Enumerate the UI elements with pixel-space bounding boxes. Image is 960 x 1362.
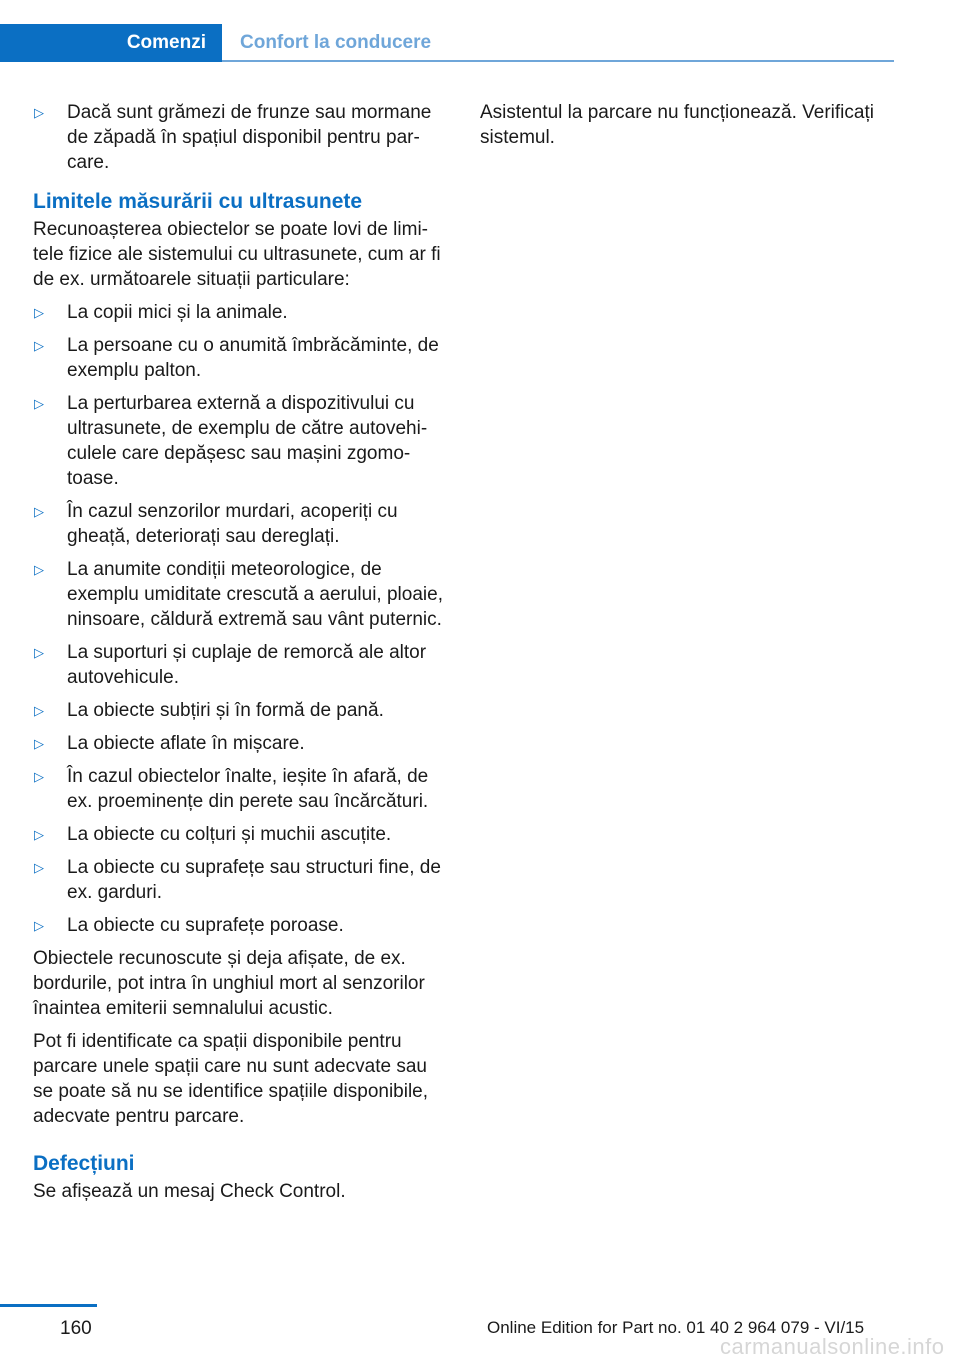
list-item-text: La obiecte subțiri și în formă de pană. xyxy=(67,700,384,721)
header-tab-confort-label: Confort la conducere xyxy=(240,32,432,53)
triangle-bullet-icon: ▷ xyxy=(34,918,44,933)
list-item-text: La obiecte cu suprafețe poroase. xyxy=(67,915,344,936)
list-item-text: La copii mici și la animale. xyxy=(67,302,288,323)
list-item xyxy=(33,499,451,549)
page-number: 160 xyxy=(60,1318,92,1339)
list-item xyxy=(33,855,451,905)
triangle-bullet-icon: ▷ xyxy=(34,827,44,842)
list-item xyxy=(33,764,451,814)
footer-accent-line xyxy=(0,1304,97,1307)
list-item-text: La obiecte cu suprafețe sau structuri fine, de ex. garduri. xyxy=(67,857,441,903)
list-item xyxy=(33,300,451,325)
header-tab-comenzi-label: Comenzi xyxy=(126,32,206,53)
list-item xyxy=(33,557,451,632)
paragraph: Recunoașterea obiectelor se poate lovi de limitele fizice ale sistemului cu ultrasunete, cum ar fi de ex. următoarele situații particulare: xyxy=(33,219,441,290)
triangle-bullet-icon: ▷ xyxy=(34,769,44,784)
list-item xyxy=(33,822,451,847)
header-tab-comenzi[interactable] xyxy=(0,24,222,62)
list-item xyxy=(33,640,451,690)
right-column xyxy=(480,100,898,158)
paragraph: Se afișează un mesaj Check Control. xyxy=(33,1181,346,1202)
triangle-bullet-icon: ▷ xyxy=(34,645,44,660)
paragraph: Obiectele recunoscute și deja afișate, de ex. bordurile, pot intra în unghiul mort al senzorilor înaintea emiterii semnalului acustic. xyxy=(33,948,425,1019)
left-column xyxy=(33,100,451,1212)
triangle-bullet-icon: ▷ xyxy=(34,736,44,751)
header-divider xyxy=(222,60,894,62)
list-item-text: La obiecte cu colțuri și muchii ascuțite. xyxy=(67,824,392,845)
triangle-bullet-icon: ▷ xyxy=(34,562,44,577)
list-item xyxy=(33,731,451,756)
list-item-text: În cazul obiectelor înalte, ieșite în afară, de ex. proeminențe din perete sau încărcături. xyxy=(67,766,429,812)
triangle-bullet-icon: ▷ xyxy=(34,860,44,875)
header-tab-confort[interactable] xyxy=(240,24,431,62)
list-item-text: La persoane cu o anumită îmbrăcăminte, de exemplu palton. xyxy=(67,335,439,381)
paragraph: Asistentul la parcare nu funcționează. Verificați sistemul. xyxy=(480,102,874,148)
list-item-text: În cazul senzorilor murdari, acoperiți cu gheață, deteriorați sau dereglați. xyxy=(67,501,398,547)
triangle-bullet-icon: ▷ xyxy=(34,338,44,353)
list-item-text: La anumite condiții meteorologice, de exemplu umiditate crescută a aerului, ploaie, ninsoare, căldură extremă sau vânt puternic. xyxy=(67,559,443,630)
section-heading-ultrasound-limits: Limitele măsurării cu ultrasunete xyxy=(33,190,363,213)
list-item-text: Dacă sunt grămezi de frunze sau mormane de zăpadă în spațiul disponibil pentru parcare. xyxy=(67,102,432,173)
triangle-bullet-icon: ▷ xyxy=(34,305,44,320)
list-item xyxy=(33,391,451,491)
paragraph: Pot fi identificate ca spații disponibile pentru parcare unele spații care nu sunt adecvate sau se poate să nu se identifice spațiile disponibile, adecvate pentru parcare. xyxy=(33,1031,429,1127)
triangle-bullet-icon: ▷ xyxy=(34,396,44,411)
triangle-bullet-icon: ▷ xyxy=(34,504,44,519)
watermark: carmanualsonline.info xyxy=(720,1334,945,1359)
triangle-bullet-icon: ▷ xyxy=(34,703,44,718)
list-item xyxy=(33,913,451,938)
list-item xyxy=(33,100,451,175)
edition-note: Online Edition for Part no. 01 40 2 964 079 - VI/15 xyxy=(487,1318,865,1337)
section-heading-faults: Defecțiuni xyxy=(33,1152,135,1175)
list-item-text: La perturbarea externă a dispozitivului cu ultrasunete, de exemplu de către autovehiculele care depășesc sau mașini zgomotoase. xyxy=(67,393,428,489)
limits-list xyxy=(33,300,451,938)
list-item-text: La suporturi și cuplaje de remorcă ale altor autovehicule. xyxy=(67,642,427,688)
list-item xyxy=(33,333,451,383)
list-item-text: La obiecte aflate în mișcare. xyxy=(67,733,305,754)
triangle-bullet-icon: ▷ xyxy=(34,105,44,120)
list-item xyxy=(33,698,451,723)
